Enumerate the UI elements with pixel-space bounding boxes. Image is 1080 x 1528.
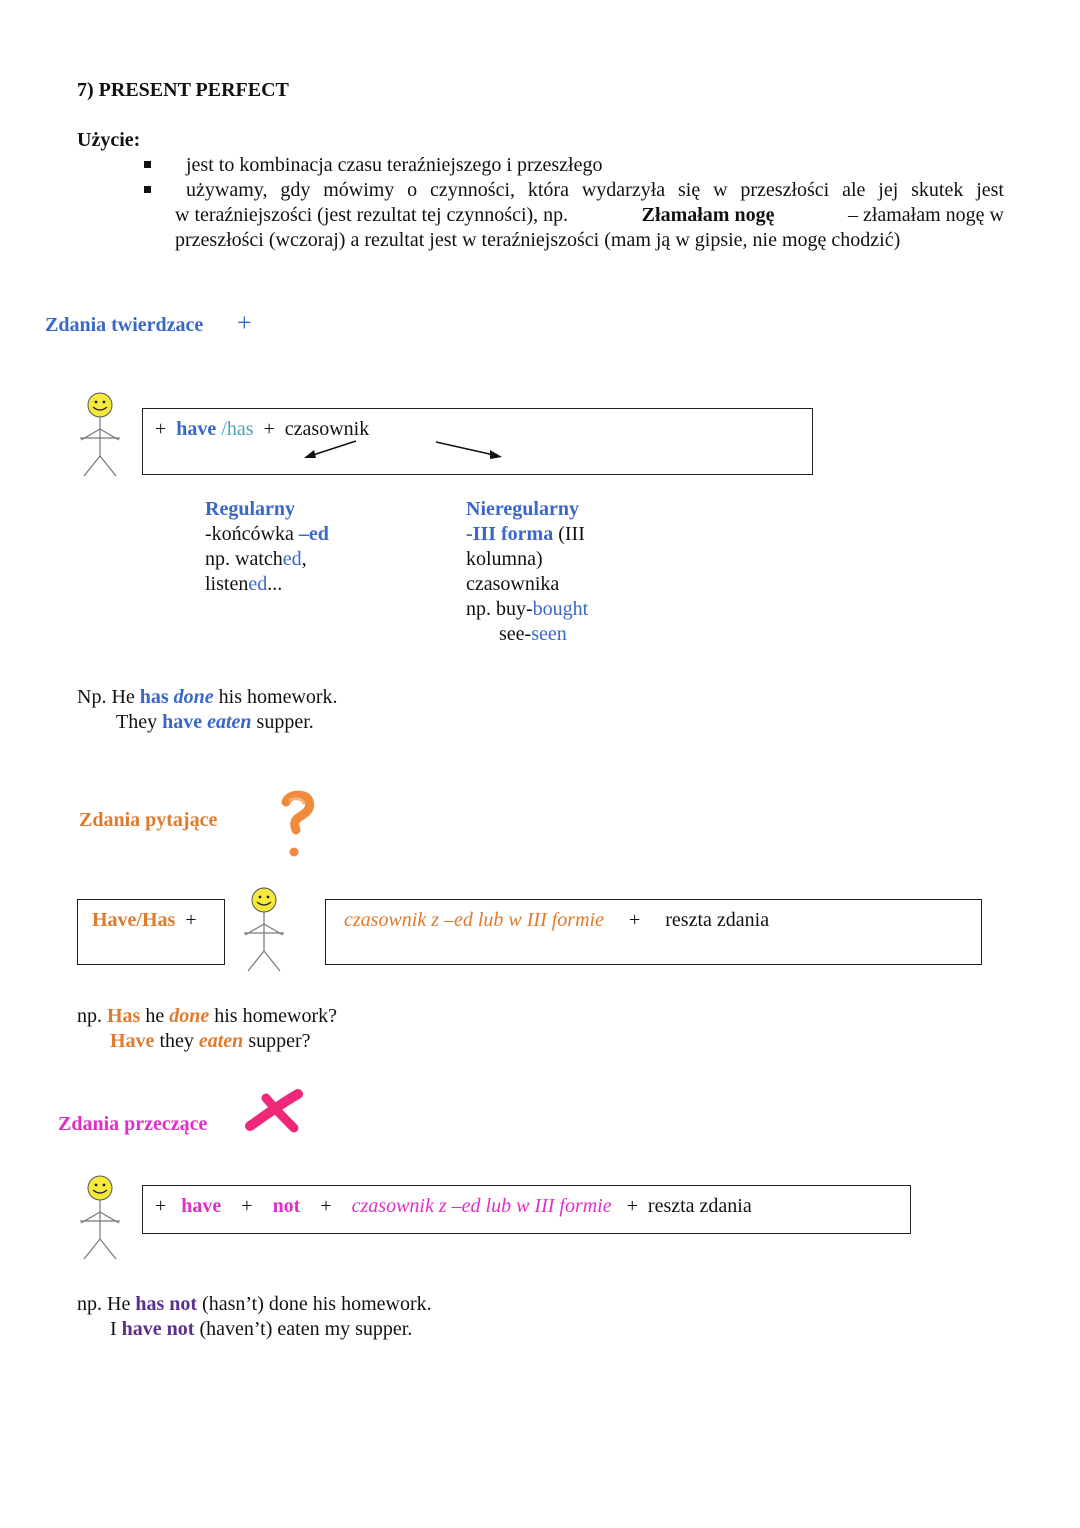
formula-verb: czasownik z –ed lub w III formie (351, 1195, 612, 1217)
formula-verb: czasownik (284, 418, 370, 440)
regular-ed: ed (282, 548, 302, 570)
usage-bullet-2-line-1: używamy, gdy mówimy o czynności, która wydarzyła się w przeszłości ale jej skutek jest (186, 179, 1004, 201)
example-participle: eaten (207, 711, 252, 733)
regular-line-1-text: -końcówka (205, 523, 299, 545)
formula-plus: + (263, 418, 275, 440)
smiley-stick-figure-icon (78, 1173, 122, 1263)
smiley-stick-figure-icon (78, 390, 122, 480)
example-aux: have (162, 711, 208, 733)
question-rest: reszta zdania (665, 909, 770, 931)
example-text: (hasn’t) done his homework. (197, 1293, 432, 1315)
plus-icon: + (237, 308, 252, 337)
usage-heading: Użycie: (77, 129, 141, 151)
formula-have: have (176, 418, 217, 440)
regular-line-3 (205, 572, 329, 597)
example-text: np. (77, 1005, 107, 1027)
formula-rest: reszta zdania (647, 1195, 752, 1217)
example-aux: have not (121, 1318, 195, 1340)
arrow-left-icon (300, 438, 360, 460)
example-aux: has not (135, 1293, 198, 1315)
example-text: (haven’t) eaten my supper. (194, 1318, 413, 1340)
regular-title: Regularny (205, 498, 295, 520)
negative-formula-box (142, 1185, 911, 1234)
negative-example-1 (77, 1292, 432, 1317)
usage-bullet-2-line-3: przeszłości (wczoraj) a rezultat jest w teraźniejszości (mam ją w gipsie, nie mogę chodzić) (175, 229, 901, 251)
example-participle: eaten (198, 1030, 244, 1052)
example-text: they (154, 1030, 199, 1052)
formula-plus: + (241, 1195, 253, 1217)
irregular-line-4 (466, 597, 588, 622)
regular-line-2-text: np. watch (205, 548, 283, 570)
example-text: Np. He (77, 686, 140, 708)
page-title: 7) PRESENT PERFECT (77, 79, 289, 101)
question-box-aux (77, 899, 225, 965)
example-aux: Have (110, 1030, 155, 1052)
formula-plus: + (320, 1195, 332, 1217)
example-text: his homework? (209, 1005, 337, 1027)
question-box-aux-text (92, 908, 197, 933)
usage-line2-pre: w teraźniejszości (jest rezultat tej czynności), np. (175, 204, 569, 226)
usage-bullet-1: jest to kombinacja czasu teraźniejszego i przeszłego (186, 154, 603, 176)
example-aux: has (139, 686, 174, 708)
usage-line2-bold: Złamałam nogę (641, 204, 775, 226)
question-example-2 (110, 1029, 311, 1054)
irregular-line-3: czasownika (466, 573, 560, 595)
example-text: They (116, 711, 163, 733)
irregular-form: -III forma (466, 523, 554, 545)
irregular-title: Nieregularny (466, 498, 579, 520)
formula-plus: + (155, 418, 167, 440)
formula-plus: + (155, 1195, 167, 1217)
affirmative-example-2 (116, 710, 314, 735)
example-participle: done (173, 686, 214, 708)
question-plus: + (628, 909, 641, 931)
usage-line2-post: – złamałam nogę w (847, 204, 1004, 226)
regular-comma: , (301, 548, 307, 570)
regular-ellipsis: ... (267, 573, 283, 595)
question-example-1 (77, 1004, 337, 1029)
affirmative-example-1 (77, 685, 338, 710)
formula-has: /has (221, 418, 254, 440)
question-mark-icon (278, 792, 318, 858)
question-verb: czasownik z –ed lub w III formie (344, 909, 604, 931)
regular-ed: ed (248, 573, 268, 595)
irregular-bought: bought (532, 598, 589, 620)
negative-example-2 (110, 1317, 412, 1342)
regular-column (205, 497, 329, 597)
irregular-line-5 (466, 622, 588, 647)
cross-mark-icon (244, 1090, 304, 1136)
irregular-line-5-text: see- (499, 623, 532, 645)
bullet-icon (144, 186, 151, 193)
question-box-verb (325, 899, 982, 965)
example-text: np. He (77, 1293, 136, 1315)
irregular-line-4-text: np. buy- (466, 598, 533, 620)
formula-have: have (181, 1195, 222, 1217)
negative-heading: Zdania przeczące (58, 1113, 208, 1135)
irregular-line-2: kolumna) (466, 548, 543, 570)
question-aux: Have/Has (92, 909, 176, 931)
regular-line-2 (205, 547, 329, 572)
regular-line-3-text: listen (205, 573, 249, 595)
arrow-right-icon (434, 438, 506, 460)
bullet-icon (144, 161, 151, 168)
example-aux: Has (107, 1005, 141, 1027)
affirmative-heading: Zdania twierdzace (45, 314, 204, 336)
irregular-column (466, 497, 588, 647)
irregular-seen: seen (531, 623, 567, 645)
formula-not: not (272, 1195, 301, 1217)
example-text: he (140, 1005, 170, 1027)
regular-line-1 (205, 522, 329, 547)
regular-ending: –ed (298, 523, 329, 545)
example-participle: done (169, 1005, 210, 1027)
irregular-line-1-text: (III (553, 523, 585, 545)
question-box-verb-text (344, 908, 769, 933)
example-text: supper. (251, 711, 314, 733)
negative-formula (155, 1194, 752, 1219)
example-text: supper? (243, 1030, 311, 1052)
smiley-stick-figure-icon (242, 885, 286, 975)
question-plus: + (185, 909, 197, 931)
usage-bullet-2-line-2 (175, 203, 1004, 228)
question-heading: Zdania pytające (79, 809, 218, 831)
formula-plus: + (626, 1195, 638, 1217)
example-text: his homework. (213, 686, 338, 708)
irregular-line-1 (466, 522, 588, 547)
example-text: I (110, 1318, 122, 1340)
